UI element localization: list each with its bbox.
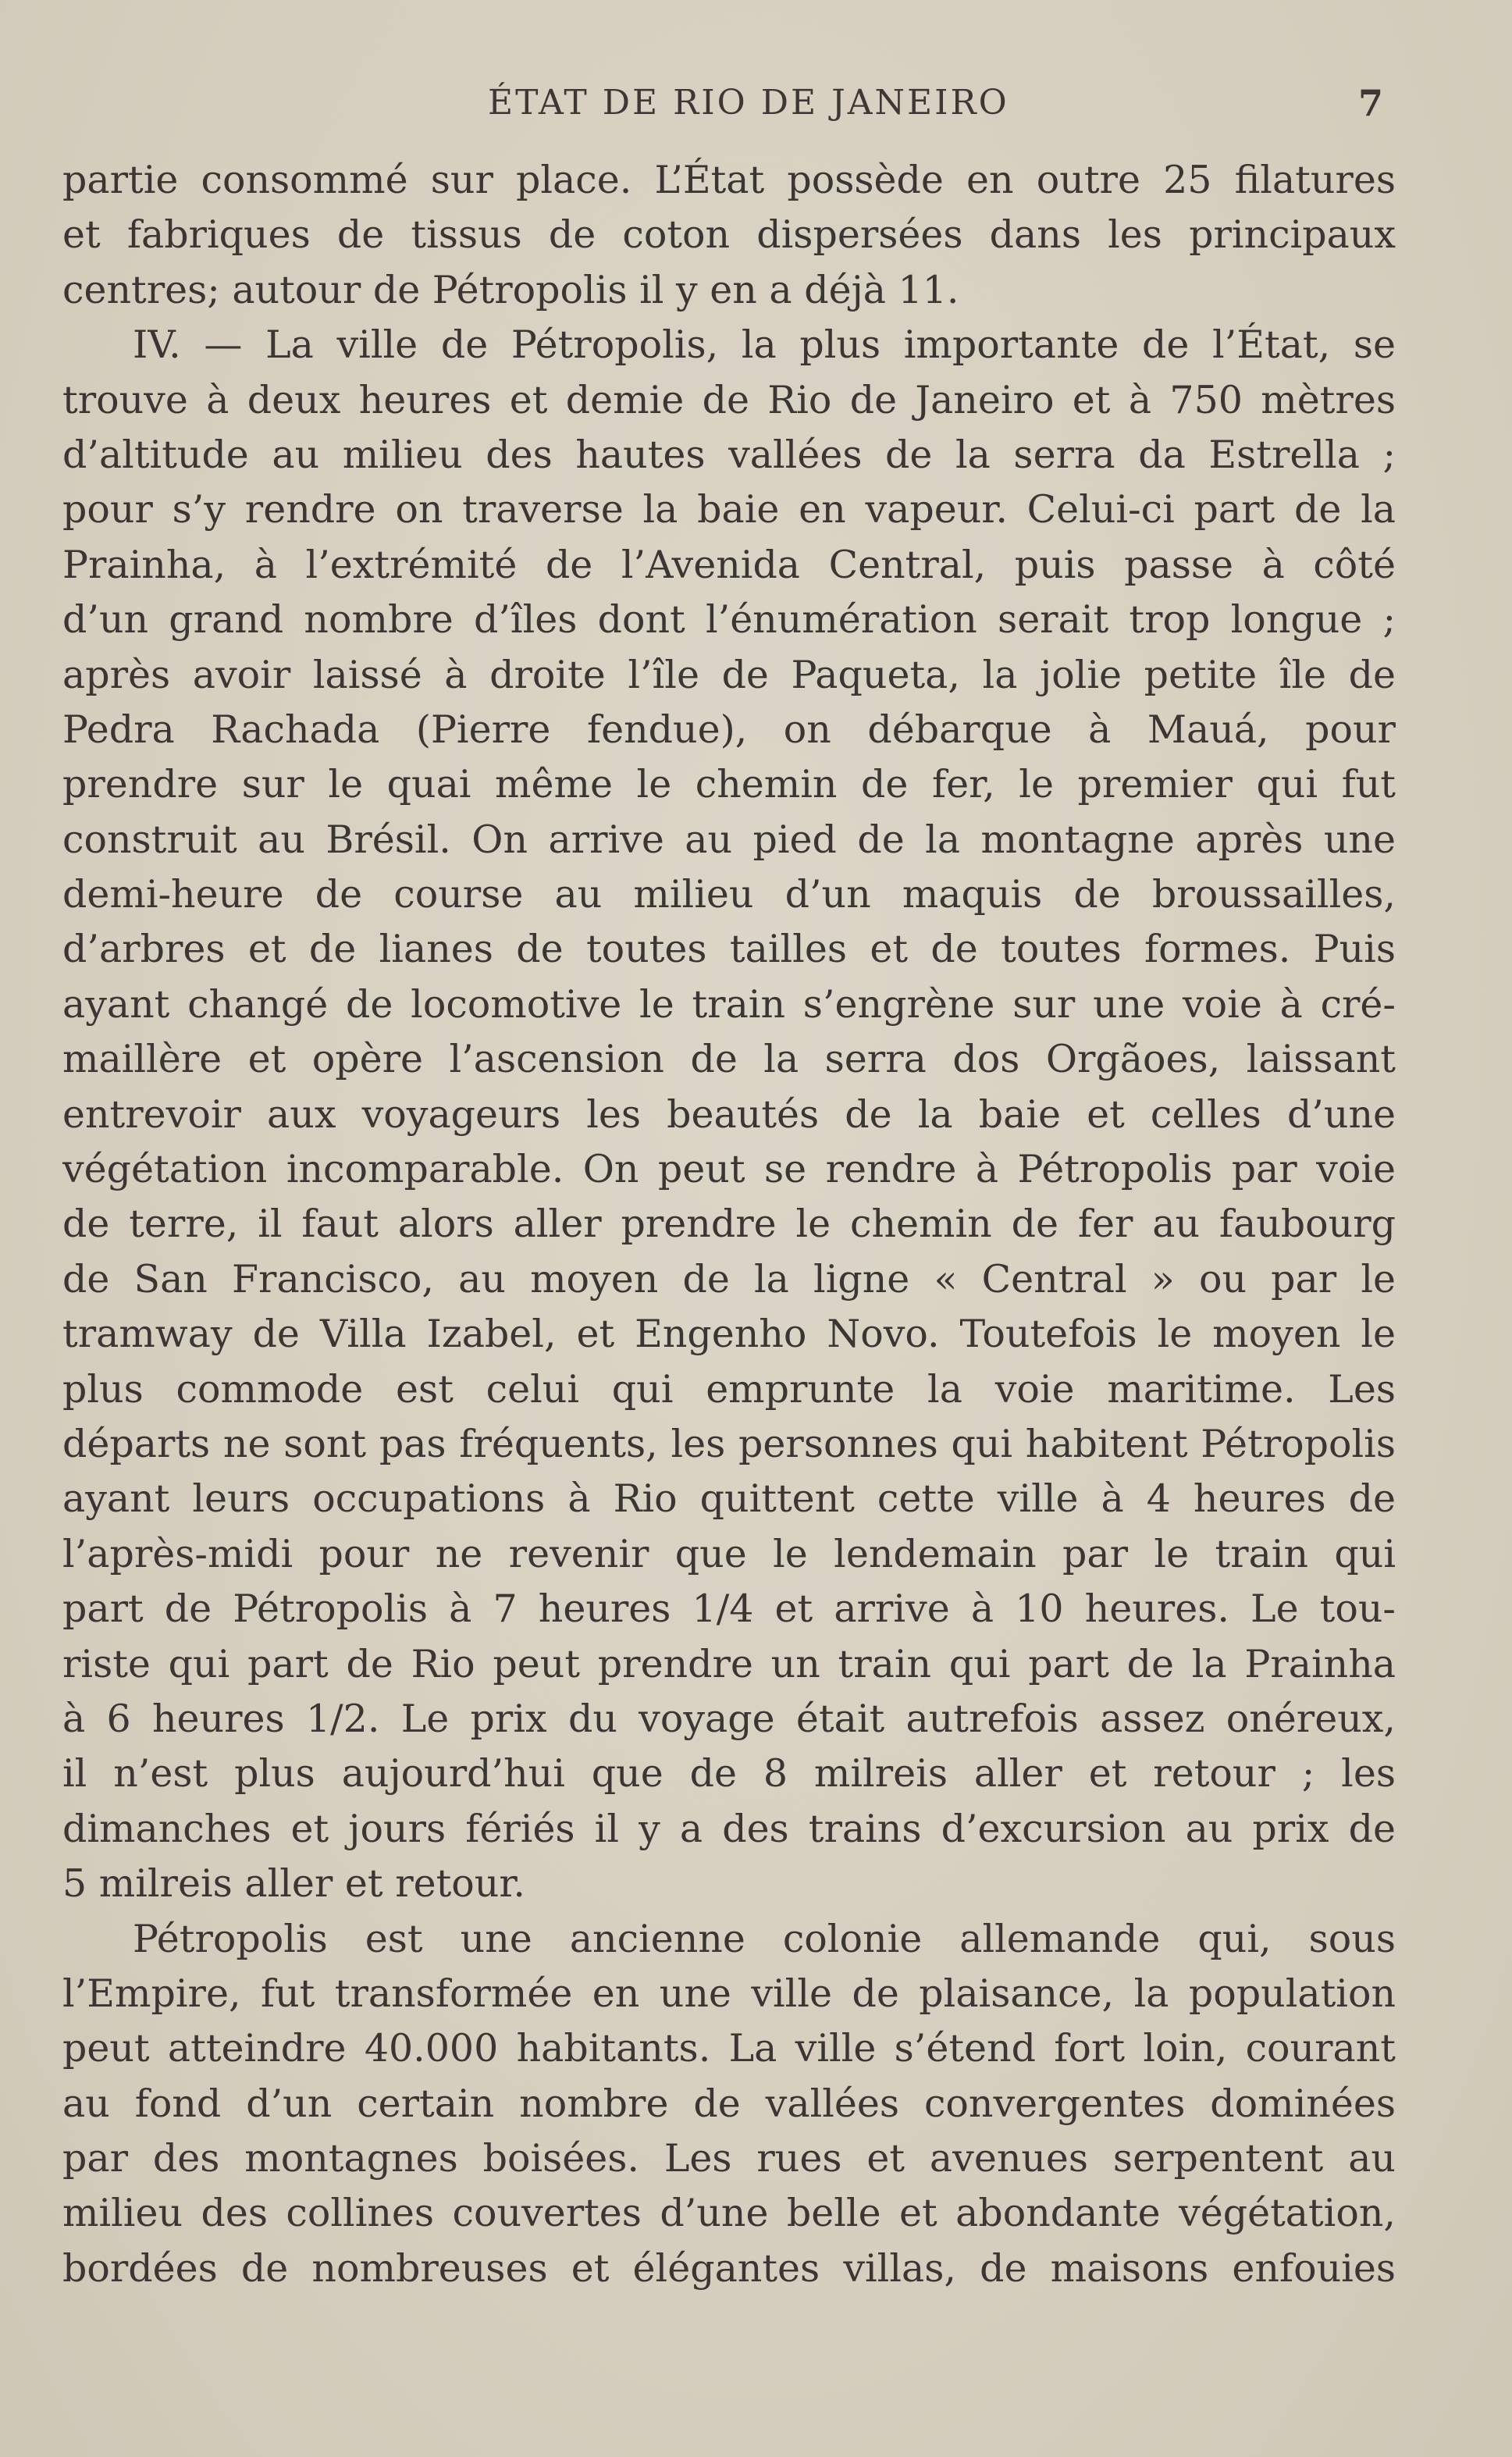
- text-line: prendre sur le quai même le chemin de fer, le premier qui fut: [62, 762, 1396, 807]
- text-line: par des montagnes boisées. Les rues et avenues serpentent au: [62, 2136, 1396, 2181]
- text-line: d’arbres et de lianes de toutes tailles et de toutes formes. Puis: [62, 927, 1396, 972]
- text-line: l’Empire, fut transformée en une ville de plaisance, la population: [62, 1971, 1396, 2016]
- text-line: riste qui part de Rio peut prendre un train qui part de la Prainha: [62, 1641, 1396, 1686]
- text-line: 5 milreis aller et retour.: [62, 1861, 525, 1907]
- text-line: Pétropolis est une ancienne colonie allemande qui, sous: [133, 1916, 1396, 1961]
- text-line: entrevoir aux voyageurs les beautés de la baie et celles d’une: [62, 1091, 1396, 1137]
- text-line: pour s’y rendre on traverse la baie en vapeur. Celui-ci part de la: [62, 487, 1396, 532]
- text-line: milieu des collines couvertes d’une belle et abondante végétation,: [62, 2191, 1396, 2236]
- text-line: maillère et opère l’ascension de la serra dos Orgãoes, laissant: [62, 1037, 1396, 1082]
- text-line: l’après-midi pour ne revenir que le lendemain par le train qui: [62, 1531, 1396, 1576]
- text-line: après avoir laissé à droite l’île de Paqueta, la jolie petite île de: [62, 652, 1396, 697]
- text-line: Prainha, à l’extrémité de l’Avenida Central, puis passe à côté: [62, 542, 1396, 587]
- body-text: [62, 153, 1396, 2296]
- text-line: peut atteindre 40.000 habitants. La ville s’étend fort loin, courant: [62, 2026, 1396, 2071]
- text-line: d’un grand nombre d’îles dont l’énumération serait trop longue ;: [62, 597, 1396, 643]
- text-line: dimanches et jours fériés il y a des trains d’excursion au prix de: [62, 1806, 1396, 1851]
- text-line: IV. — La ville de Pétropolis, la plus importante de l’État, se: [133, 322, 1396, 368]
- text-line: ayant changé de locomotive le train s’engrène sur une voie à cré-: [62, 981, 1396, 1027]
- text-line: de San Francisco, au moyen de la ligne « Central » ou par le: [62, 1256, 1396, 1301]
- text-line: centres; autour de Pétropolis il y en a déjà 11.: [62, 267, 959, 312]
- running-head: [0, 80, 1512, 126]
- text-line: plus commode est celui qui emprunte la voie maritime. Les: [62, 1366, 1396, 1412]
- text-line: de terre, il faut alors aller prendre le chemin de fer au faubourg: [62, 1202, 1396, 1247]
- text-line: il n’est plus aujourd’hui que de 8 milreis aller et retour ; les: [62, 1751, 1396, 1796]
- text-line: d’altitude au milieu des hautes vallées de la serra da Estrella ;: [62, 432, 1396, 477]
- text-line: bordées de nombreuses et élégantes villas, de maisons enfouies: [62, 2245, 1396, 2291]
- text-line: construit au Brésil. On arrive au pied de la montagne après une: [62, 817, 1396, 862]
- text-line: ayant leurs occupations à Rio quittent cette ville à 4 heures de: [62, 1476, 1396, 1522]
- text-line: tramway de Villa Izabel, et Engenho Novo. Toutefois le moyen le: [62, 1312, 1396, 1357]
- text-line: départs ne sont pas fréquents, les personnes qui habitent Pétropolis: [62, 1421, 1396, 1466]
- text-line: végétation incomparable. On peut se rendre à Pétropolis par voie: [62, 1147, 1396, 1192]
- text-line: part de Pétropolis à 7 heures 1/4 et arrive à 10 heures. Le tou-: [62, 1586, 1396, 1632]
- text-line: demi-heure de course au milieu d’un maquis de broussailles,: [62, 872, 1396, 917]
- running-title: ÉTAT DE RIO DE JANEIRO: [488, 83, 1009, 123]
- text-line: trouve à deux heures et demie de Rio de Janeiro et à 750 mètres: [62, 377, 1396, 422]
- text-line: partie consommé sur place. L’État possède en outre 25 filatures: [62, 158, 1396, 202]
- text-line: au fond d’un certain nombre de vallées convergentes dominées: [62, 2081, 1396, 2126]
- text-line: à 6 heures 1/2. Le prix du voyage était autrefois assez onéreux,: [62, 1696, 1396, 1741]
- page-number: 7: [1358, 82, 1384, 124]
- text-line: Pedra Rachada (Pierre fendue), on débarque à Mauá, pour: [62, 707, 1396, 752]
- text-line: et fabriques de tissus de coton dispersées dans les principaux: [62, 212, 1396, 258]
